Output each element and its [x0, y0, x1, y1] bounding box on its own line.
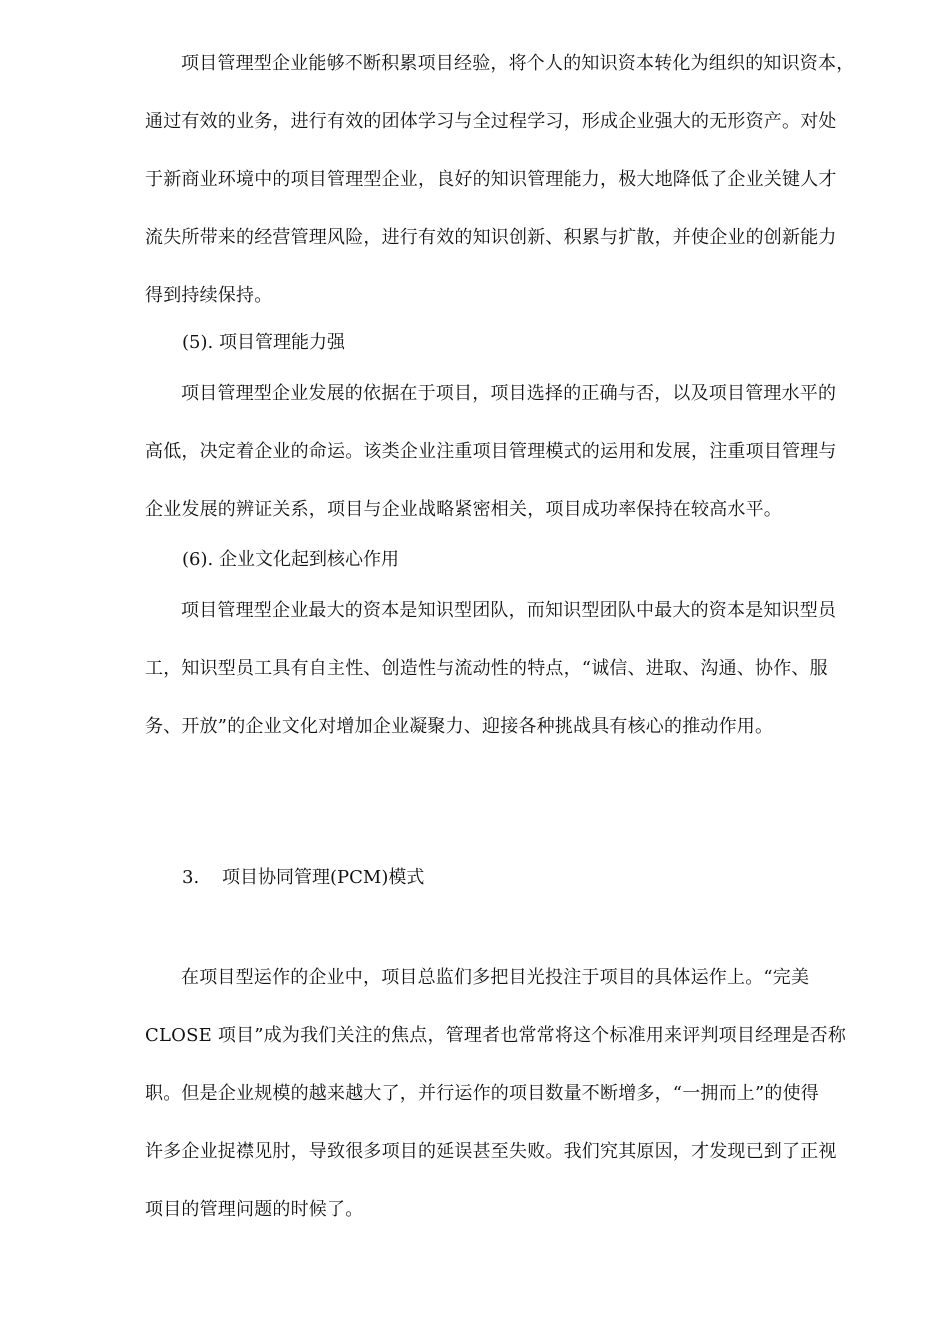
paragraph-line: 企业发展的辨证关系，项目与企业战略紧密相关，项目成功率保持在较高水平。: [145, 499, 782, 520]
paragraph-line: 项目管理型企业最大的资本是知识型团队，而知识型团队中最大的资本是知识型员: [181, 600, 837, 621]
heading-item-5: (5). 项目管理能力强: [182, 332, 345, 353]
section-title: 项目协同管理(PCM)模式: [222, 867, 425, 888]
paragraph-knowledge-management: [145, 54, 880, 344]
paragraph-line: 工，知识型员工具有自主性、创造性与流动性的特点，“诚信、进取、沟通、协作、服: [145, 658, 828, 679]
paragraph-line: 许多企业捉襟见肘，导致很多项目的延误甚至失败。我们究其原因，才发现已到了正视: [145, 1141, 837, 1162]
section-number: 3.: [182, 867, 200, 888]
paragraph-pcm-intro: [145, 968, 880, 1258]
paragraph-line: 于新商业环境中的项目管理型企业，良好的知识管理能力，极大地降低了企业关键人才: [145, 169, 837, 190]
paragraph-line: 项目管理型企业能够不断积累项目经验，将个人的知识资本转化为组织的知识资本，: [181, 53, 855, 74]
paragraph-line: 项目管理型企业发展的依据在于项目，项目选择的正确与否，以及项目管理水平的: [181, 383, 837, 404]
heading-item-6: (6). 企业文化起到核心作用: [182, 549, 399, 570]
paragraph-line: 得到持续保持。: [145, 285, 273, 306]
paragraph-line: 流失所带来的经营管理风险，进行有效的知识创新、积累与扩散，并使企业的创新能力: [145, 227, 837, 248]
section-heading-3: [182, 868, 424, 888]
paragraph-line: 项目的管理问题的时候了。: [145, 1199, 364, 1220]
paragraph-project-management: [145, 384, 880, 558]
paragraph-line: 高低，决定着企业的命运。该类企业注重项目管理模式的运用和发展，注重项目管理与: [145, 441, 837, 462]
paragraph-line: CLOSE 项目”成为我们关注的焦点，管理者也常常将这个标准用来评判项目经理是否称: [145, 1025, 847, 1046]
paragraph-line: 在项目型运作的企业中，项目总监们多把目光投注于项目的具体运作上。“完美: [181, 967, 810, 988]
paragraph-line: 职。但是企业规模的越来越大了，并行运作的项目数量不断增多，“一拥而上”的使得: [145, 1083, 820, 1104]
paragraph-corporate-culture: [145, 601, 880, 775]
paragraph-line: 务、开放”的企业文化对增加企业凝聚力、迎接各种挑战具有核心的推动作用。: [145, 716, 774, 737]
paragraph-line: 通过有效的业务，进行有效的团体学习与全过程学习，形成企业强大的无形资产。对处: [145, 111, 837, 132]
